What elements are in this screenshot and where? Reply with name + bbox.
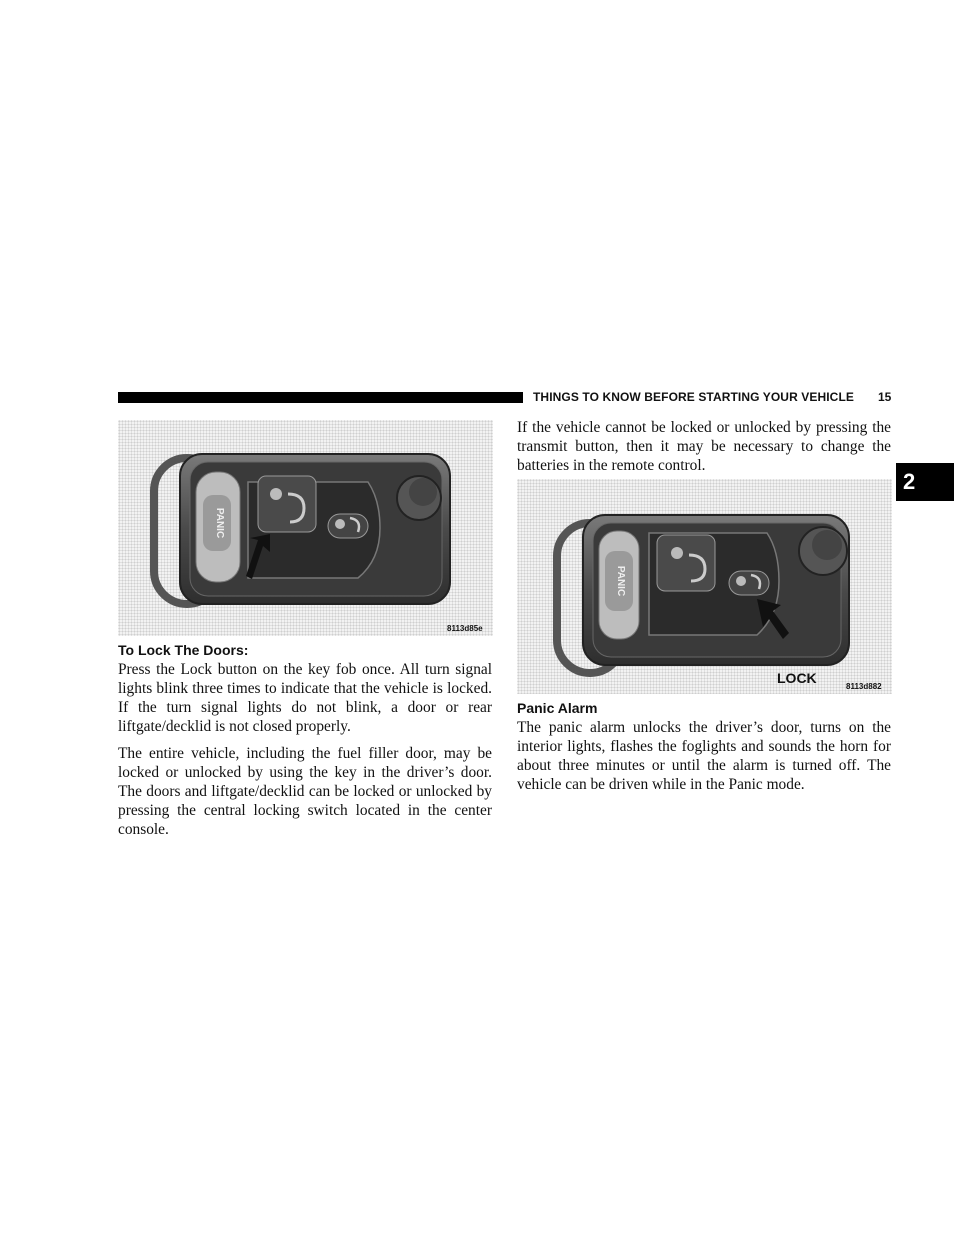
paragraph-panic: The panic alarm unlocks the driver’s door, turns on the interior lights, flashes the foglights and sounds the horn for about three minutes or until the alarm is turned off. The vehicle can be driven while in the Panic mode. [517, 719, 891, 793]
header-rule [118, 392, 523, 403]
section-heading-panic: Panic Alarm [517, 700, 598, 716]
page-number: 15 [878, 390, 892, 404]
section-heading-lock: To Lock The Doors: [118, 642, 249, 658]
chapter-number: 2 [903, 469, 916, 494]
key-fob-figure-lock [118, 420, 493, 636]
key-fob-illustration-2 [517, 479, 892, 694]
figure-code: 8113d85e [447, 624, 483, 633]
figure-code-2: 8113d882 [846, 682, 882, 691]
chapter-tab [896, 463, 954, 501]
lock-callout: LOCK [777, 670, 817, 686]
key-fob-illustration [118, 420, 493, 636]
running-header: THINGS TO KNOW BEFORE STARTING YOUR VEHICLE [533, 390, 854, 404]
panic-button-text: PANIC [214, 507, 225, 539]
panic-button-text-2: PANIC [615, 565, 626, 597]
paragraph-lock-2: The entire vehicle, including the fuel filler door, may be locked or unlocked by using the key in the driver’s door. The doors and liftgate/decklid can be locked or unlocked by pressing the central locking switch located in the center console. [118, 745, 492, 838]
paragraph-lock-1: Press the Lock button on the key fob once. All turn signal lights blink three times to indicate that the vehicle is locked. If the turn signal lights do not blink, a door or rear liftgate/decklid is not closed properly. [118, 661, 492, 735]
key-fob-figure-panic [517, 479, 892, 694]
paragraph-transmit: If the vehicle cannot be locked or unlocked by pressing the transmit button, then it may be necessary to change the batteries in the remote control. [517, 419, 891, 474]
